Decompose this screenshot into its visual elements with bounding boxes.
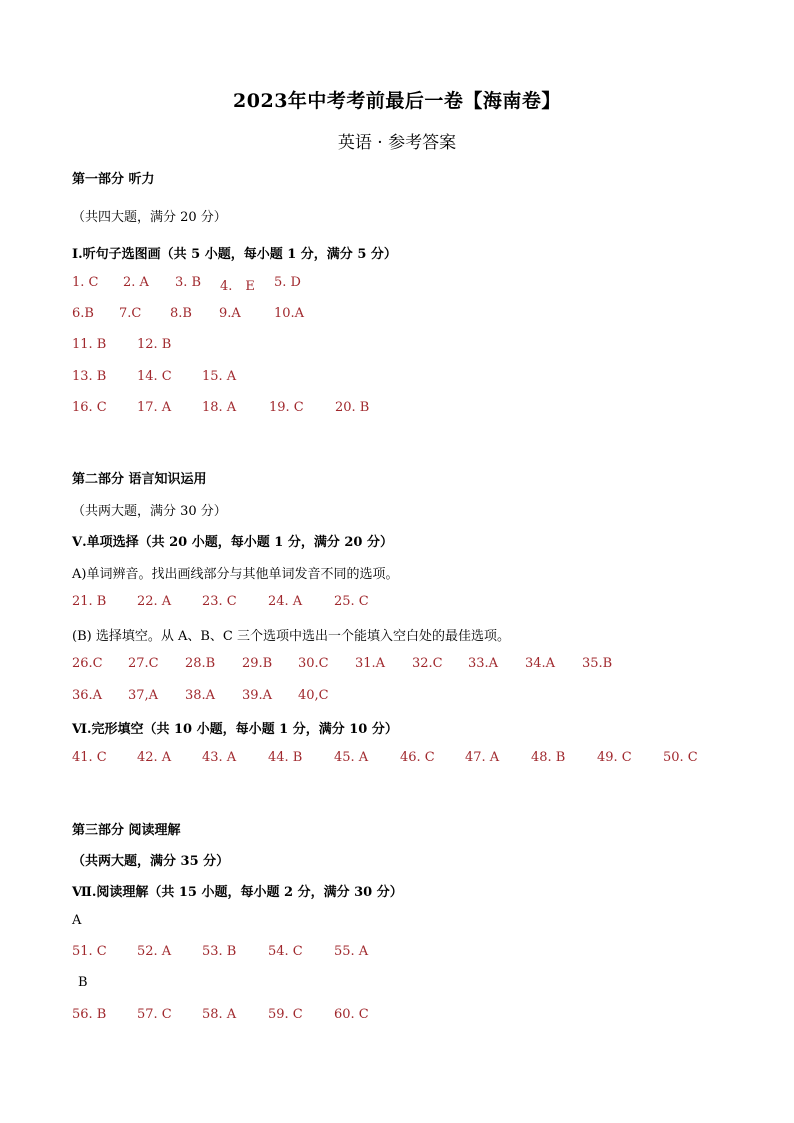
answer-item: 35.B	[582, 656, 613, 671]
section5-heading: Ⅴ.单项选择（共 20 小题，每小题 1 分，满分 20 分）	[72, 535, 393, 550]
answer-item: 46. C	[400, 750, 435, 765]
answer-item: 30.C	[298, 656, 329, 671]
section5-sub-b: (B) 选择填空。从 A、B、C 三个选项中选出一个能填入空白处的最佳选项。	[72, 629, 510, 644]
answer-item: 58. A	[202, 1007, 237, 1022]
answer-item: 28.B	[185, 656, 216, 671]
answer-item: 24. A	[268, 594, 303, 609]
answer-item: 41. C	[72, 750, 107, 765]
part3-heading: 第三部分 阅读理解	[72, 823, 181, 838]
part1-note: （共四大题，满分 20 分）	[72, 210, 227, 225]
answer-item: 56. B	[72, 1007, 107, 1022]
answer-item: 11. B	[72, 337, 107, 352]
answer-item: 25. C	[334, 594, 369, 609]
answer-item: 23. C	[202, 594, 237, 609]
answer-item: 10.A	[274, 306, 305, 321]
answer-item: 27.C	[128, 656, 159, 671]
answer-item: 42. A	[137, 750, 172, 765]
answer-item: 36.A	[72, 688, 103, 703]
answer-item: 34.A	[525, 656, 556, 671]
section5-sub-a: A)单词辨音。找出画线部分与其他单词发音不同的选项。	[72, 567, 399, 582]
part1-heading: 第一部分 听力	[72, 172, 155, 187]
page-subtitle: 英语 · 参考答案	[337, 133, 457, 153]
answer-item: 43. A	[202, 750, 237, 765]
answer-item: 13. B	[72, 369, 107, 384]
answer-item: 7.C	[119, 306, 142, 321]
answer-item: 39.A	[242, 688, 273, 703]
answer-item: 48. B	[531, 750, 566, 765]
answer-item: 29.B	[242, 656, 273, 671]
answer-item: 8.B	[170, 306, 192, 321]
answer-item: 53. B	[202, 944, 237, 959]
answer-item: 52. A	[137, 944, 172, 959]
answer-item: 19. C	[269, 400, 304, 415]
passage-label-a: A	[72, 913, 82, 928]
answer-item: 37,A	[128, 688, 159, 703]
part2-note: （共两大题，满分 30 分）	[72, 504, 227, 519]
answer-item: 59. C	[268, 1007, 303, 1022]
answer-item: 3. B	[175, 275, 202, 290]
answer-item: 47. A	[465, 750, 500, 765]
page-title: 2023年中考考前最后一卷【海南卷】	[233, 90, 561, 112]
answer-item: 60. C	[334, 1007, 369, 1022]
answer-item: 22. A	[137, 594, 172, 609]
answer-item: 17. A	[137, 400, 172, 415]
answer-item: 16. C	[72, 400, 107, 415]
answer-item: 32.C	[412, 656, 443, 671]
answer-item: 50. C	[663, 750, 698, 765]
answer-item: 6.B	[72, 306, 94, 321]
answer-item: 9.A	[219, 306, 241, 321]
answer-item: 31.A	[355, 656, 386, 671]
answer-item: 54. C	[268, 944, 303, 959]
answer-item: 49. C	[597, 750, 632, 765]
answer-item: 51. C	[72, 944, 107, 959]
passage-label-b: B	[78, 975, 88, 990]
answer-item: 14. C	[137, 369, 172, 384]
answer-item: 18. A	[202, 400, 237, 415]
answer-item: 40,C	[298, 688, 329, 703]
answer-item: 21. B	[72, 594, 107, 609]
answer-item: 5. D	[274, 275, 301, 290]
answer-item: 45. A	[334, 750, 369, 765]
answer-item: 2. A	[123, 275, 149, 290]
answer-item: 1. C	[72, 275, 99, 290]
answer-item: 15. A	[202, 369, 237, 384]
answer-item: 38.A	[185, 688, 216, 703]
section1-heading: Ⅰ.听句子选图画（共 5 小题，每小题 1 分，满分 5 分）	[72, 247, 397, 262]
answer-item: 12. B	[137, 337, 172, 352]
answer-item: 57. C	[137, 1007, 172, 1022]
answer-item: 44. B	[268, 750, 303, 765]
part3-note: （共两大题，满分 35 分）	[72, 854, 230, 869]
answer-item: 4. E	[220, 279, 255, 294]
answer-item: 20. B	[335, 400, 370, 415]
part2-heading: 第二部分 语言知识运用	[72, 472, 207, 487]
section7-heading: Ⅶ.阅读理解（共 15 小题，每小题 2 分，满分 30 分）	[72, 885, 403, 900]
answer-item: 26.C	[72, 656, 103, 671]
answer-item: 55. A	[334, 944, 369, 959]
answer-item: 33.A	[468, 656, 499, 671]
section6-heading: Ⅵ.完形填空（共 10 小题，每小题 1 分，满分 10 分）	[72, 722, 398, 737]
